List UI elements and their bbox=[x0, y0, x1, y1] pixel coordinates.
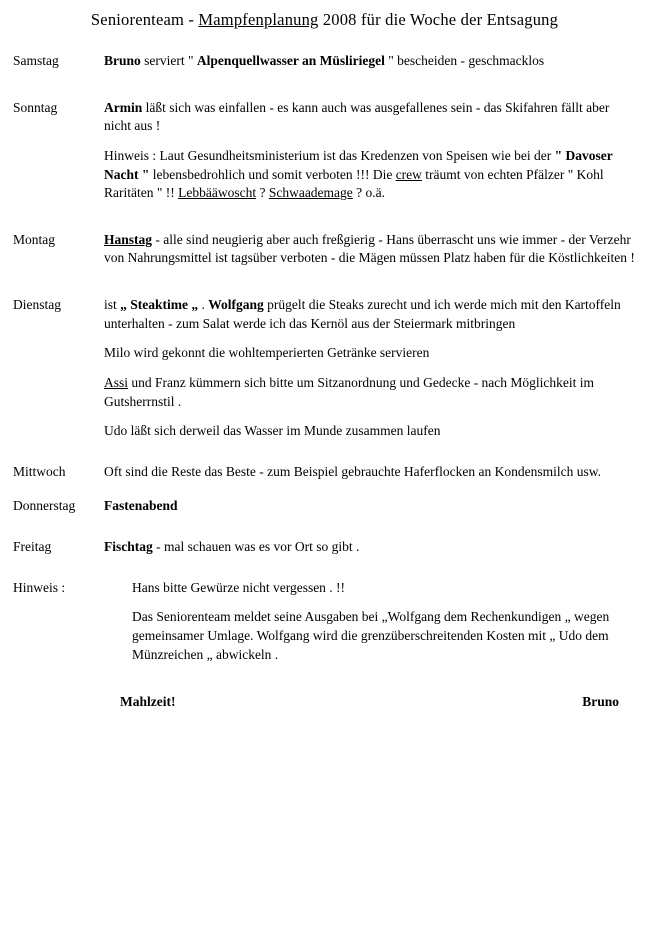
schedule-row bbox=[10, 579, 639, 665]
day-description bbox=[102, 296, 639, 441]
schedule-row bbox=[10, 52, 639, 71]
schedule-row bbox=[10, 231, 639, 268]
description-paragraph bbox=[104, 579, 639, 598]
schedule-row bbox=[10, 538, 639, 557]
text-segment: - mal schauen was es vor Ort so gibt . bbox=[152, 539, 360, 554]
text-segment: Schwaademage bbox=[268, 185, 353, 201]
footer-left-text: Mahlzeit! bbox=[120, 694, 176, 710]
day-description bbox=[102, 538, 639, 557]
day-label: Mittwoch bbox=[13, 463, 66, 479]
text-segment: träumt von echten Pfälzer " Kohl Raritäten " !! bbox=[104, 166, 604, 201]
day-label: Freitag bbox=[13, 539, 52, 554]
text-segment: " Davoser Nacht " bbox=[104, 147, 613, 182]
description-paragraph bbox=[104, 52, 639, 71]
day-description bbox=[102, 579, 639, 665]
text-segment: " bescheiden - geschmacklos bbox=[384, 53, 545, 68]
text-segment: wird gekonnt die wohltemperierten Getränke servieren bbox=[130, 345, 430, 361]
day-label: Samstag bbox=[13, 53, 59, 68]
day-label: Sonntag bbox=[13, 99, 58, 115]
row-spacer bbox=[10, 487, 639, 497]
schedule-row bbox=[10, 497, 639, 516]
day-description bbox=[102, 497, 639, 516]
description-paragraph bbox=[104, 463, 639, 482]
day-description bbox=[102, 52, 639, 71]
text-segment: Alpenquellwasser an Müsliriegel bbox=[196, 53, 385, 68]
text-segment: Hanstag bbox=[104, 231, 153, 247]
text-segment: Hans bitte Gewürze nicht vergessen . !! bbox=[132, 579, 346, 595]
text-segment: Wolfgang bbox=[208, 297, 264, 312]
day-label: Montag bbox=[13, 231, 55, 247]
day-description bbox=[102, 463, 639, 482]
description-paragraph bbox=[104, 296, 639, 333]
text-segment: Assi bbox=[104, 374, 129, 390]
description-paragraph bbox=[104, 538, 639, 557]
page-title-suffix: 2008 für die Woche der Entsagung bbox=[318, 10, 559, 29]
row-spacer bbox=[10, 563, 639, 579]
text-segment: Udo läßt sich derweil das Wasser im Munde zusammen laufen bbox=[104, 423, 441, 439]
page-title-prefix: Seniorenteam - bbox=[90, 10, 199, 29]
description-paragraph bbox=[104, 344, 639, 363]
text-segment: Das Seniorenteam meldet seine Ausgaben bei „Wolfgang dem Rechenkundigen „ wegen gemeinsamer Umlage. Wolfgang wird die grenzüberschreitenden Kosten mit „ Udo dem Münzreichen „ abwickeln . bbox=[132, 609, 610, 662]
row-spacer bbox=[10, 77, 639, 99]
text-segment: Milo bbox=[104, 345, 131, 361]
document-footer bbox=[10, 694, 639, 710]
text-segment: Hinweis : Laut Gesundheitsministerium ist das Kredenzen von Speisen wie bei der bbox=[104, 147, 555, 163]
schedule-row bbox=[10, 296, 639, 441]
text-segment: Fastenabend bbox=[104, 498, 178, 514]
text-segment: ? o.ä. bbox=[352, 185, 386, 201]
schedule-list bbox=[10, 52, 639, 664]
description-paragraph bbox=[104, 422, 639, 441]
page-title bbox=[10, 8, 639, 32]
description-paragraph bbox=[104, 231, 639, 268]
schedule-row bbox=[10, 99, 639, 203]
description-paragraph bbox=[104, 608, 639, 664]
description-paragraph bbox=[104, 497, 639, 516]
row-spacer bbox=[10, 522, 639, 538]
day-label: Dienstag bbox=[13, 297, 61, 312]
day-label: Donnerstag bbox=[13, 498, 76, 514]
text-segment: Lebbääwoscht bbox=[178, 185, 257, 201]
text-segment: Armin bbox=[104, 99, 143, 115]
text-segment: und Franz kümmern sich bitte um Sitzanordnung und Gedecke - nach Möglichkeit im Gutsherrnstil . bbox=[104, 374, 595, 409]
footer-right-text: Bruno bbox=[582, 694, 619, 710]
row-spacer bbox=[10, 447, 639, 463]
text-segment: Oft sind die Reste das Beste - zum Beispiel gebrauchte Haferflocken an Kondensmilch usw. bbox=[104, 463, 601, 479]
text-segment: crew bbox=[395, 166, 422, 182]
schedule-row bbox=[10, 463, 639, 482]
day-description bbox=[102, 99, 639, 203]
text-segment: - alle sind neugierig aber auch freßgierig - Hans überrascht uns wie immer - der Verzehr von Nahrungsmittel ist tagsüber verboten - die Mägen müssen Platz haben für die Köstlichkeiten ! bbox=[104, 231, 635, 266]
text-segment: lebensbedrohlich und somit verboten !!! Die bbox=[149, 166, 396, 182]
text-segment: serviert " bbox=[140, 53, 197, 68]
page-title-underlined: Mampfenplanung bbox=[198, 10, 319, 29]
text-segment: ? bbox=[256, 185, 269, 201]
text-segment: „ Steaktime „ bbox=[120, 297, 199, 312]
text-segment: Bruno bbox=[104, 53, 141, 68]
row-spacer bbox=[10, 209, 639, 231]
text-segment: . bbox=[198, 297, 209, 312]
description-paragraph bbox=[104, 374, 639, 411]
row-spacer bbox=[10, 274, 639, 296]
text-segment: prügelt die Steaks zurecht und ich werde mich mit den Kartoffeln unterhalten - zum Salat werde ich das Kernöl aus der Steiermark mitbringen bbox=[104, 297, 621, 331]
day-label: Hinweis : bbox=[13, 579, 66, 595]
description-paragraph bbox=[104, 99, 639, 136]
text-segment: Fischtag bbox=[104, 539, 153, 554]
description-paragraph bbox=[104, 147, 639, 203]
text-segment: läßt sich was einfallen - es kann auch was ausgefallenes sein - das Skifahren fällt aber nicht aus ! bbox=[104, 99, 610, 134]
text-segment: ist bbox=[104, 297, 121, 312]
day-description bbox=[102, 231, 639, 268]
